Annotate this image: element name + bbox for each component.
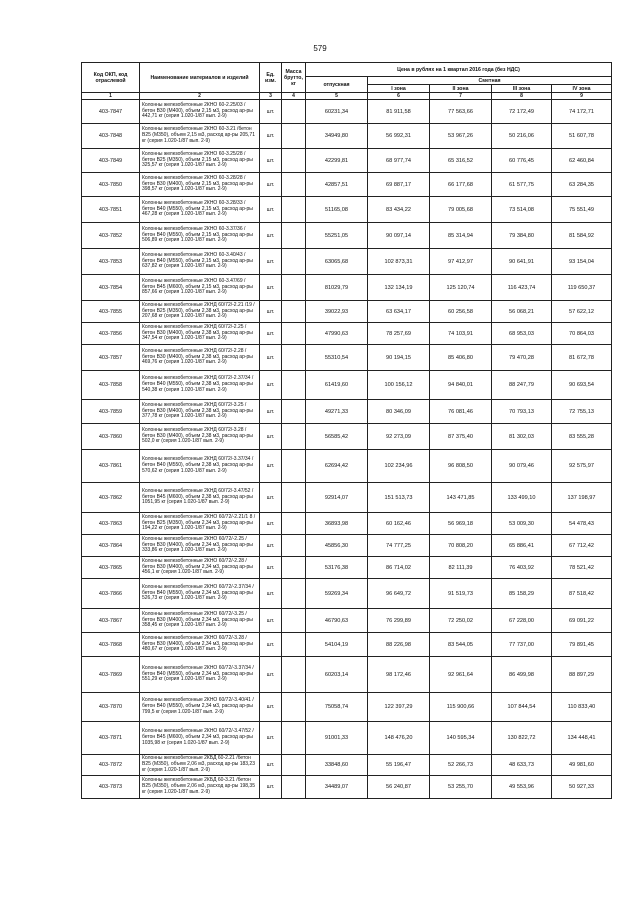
row-name: Колонны железобетонные 2КНО 60/72/-2.37/34 /бетон В40 (М550), объем 2,34 м3, расход ар-ры 526,73 кг (серия 1.020-1/87 вып. 2-9) — [140, 579, 260, 609]
row-zone-1-price: 78 257,69 — [368, 323, 430, 345]
table-row — [82, 535, 612, 557]
row-mass — [282, 323, 306, 345]
row-zone-4-price: 90 693,54 — [552, 371, 612, 400]
row-zone-1-price: 80 346,09 — [368, 400, 430, 424]
row-release-price: 62694,42 — [306, 450, 368, 483]
row-zone-2-price: 74 103,91 — [430, 323, 492, 345]
row-name: Колонны железобетонные 2КНД 60/72/-3.37/34 /бетон В40 (М550), объем 2,38 м3, расход ар-ры 570,62 кг (серия 1.020-1/87 вып. 2-9) — [140, 450, 260, 483]
row-zone-4-price: 51 607,78 — [552, 124, 612, 149]
col-number: 9 — [552, 93, 612, 100]
row-release-price: 36893,98 — [306, 513, 368, 535]
row-zone-4-price: 83 555,28 — [552, 424, 612, 450]
row-zone-1-price: 122 397,29 — [368, 693, 430, 722]
row-code: 403-7869 — [82, 657, 140, 693]
row-unit: шт. — [260, 450, 282, 483]
table-row — [82, 424, 612, 450]
row-name: Колонны железобетонные 2КНД 60/72/-2.21 /19 /бетон В25 (М350), объем 2,38 м3, расход ар-ры 207,68 кг (серия 1.020-1/87 вып. 2-9) — [140, 301, 260, 323]
row-code: 403-7855 — [82, 301, 140, 323]
row-name: Колонны железобетонные 2КНО 60/72/-2.28 /бетон В30 (М400), объем 2,34 м3, расход ар-ры 456,1 кг (серия 1.020-1/87 вып. 2-9) — [140, 557, 260, 579]
row-zone-4-price: 81 584,92 — [552, 223, 612, 249]
table-row — [82, 223, 612, 249]
row-zone-3-price: 90 641,91 — [492, 249, 552, 275]
col-number: 4 — [282, 93, 306, 100]
row-zone-1-price: 83 434,22 — [368, 197, 430, 223]
row-zone-4-price: 93 154,04 — [552, 249, 612, 275]
row-mass — [282, 124, 306, 149]
row-mass — [282, 609, 306, 633]
row-zone-1-price: 69 887,17 — [368, 173, 430, 197]
row-release-price: 45856,30 — [306, 535, 368, 557]
row-mass — [282, 776, 306, 799]
row-name: Колонны железобетонные 2КНО 60-3.21 /бетон В25 (М350), объем 2,15 м3, расход ар-ры 205,71 кг (серия 1.020-1/87 вып. 2-9) — [140, 124, 260, 149]
row-zone-4-price: 70 864,03 — [552, 323, 612, 345]
row-release-price: 53176,38 — [306, 557, 368, 579]
row-zone-4-price: 92 575,97 — [552, 450, 612, 483]
row-mass — [282, 223, 306, 249]
col-number: 1 — [82, 93, 140, 100]
row-unit: шт. — [260, 223, 282, 249]
row-zone-2-price: 53 967,26 — [430, 124, 492, 149]
row-zone-1-price: 96 649,72 — [368, 579, 430, 609]
row-zone-3-price: 90 079,46 — [492, 450, 552, 483]
row-release-price: 54104,19 — [306, 633, 368, 657]
row-zone-4-price: 87 518,42 — [552, 579, 612, 609]
header-release: отпускная — [306, 77, 368, 93]
row-zone-4-price: 63 284,35 — [552, 173, 612, 197]
row-name: Колонны железобетонные 2КНО 60-3.40/43 /бетон В40 (М550), объем 2,15 м3, расход ар-ры 637,82 кг (серия 1.020-1/87 вып. 2-9) — [140, 249, 260, 275]
row-unit: шт. — [260, 249, 282, 275]
row-zone-2-price: 56 969,18 — [430, 513, 492, 535]
row-zone-3-price: 61 577,75 — [492, 173, 552, 197]
row-zone-3-price: 60 776,45 — [492, 149, 552, 173]
row-mass — [282, 400, 306, 424]
row-zone-4-price: 57 622,12 — [552, 301, 612, 323]
row-zone-1-price: 88 226,98 — [368, 633, 430, 657]
row-release-price: 81029,79 — [306, 275, 368, 301]
row-zone-3-price: 77 737,00 — [492, 633, 552, 657]
row-zone-3-price: 49 553,96 — [492, 776, 552, 799]
row-zone-4-price: 67 712,42 — [552, 535, 612, 557]
row-unit: шт. — [260, 693, 282, 722]
row-unit: шт. — [260, 149, 282, 173]
column-numbers-row — [82, 93, 612, 100]
row-name: Колонны железобетонные 2КНД 60/72/-3.25 /бетон В30 (М400), объем 2,38 м3, расход ар-ры 377,78 кг (серия 1.020-1/87 вып. 2-9) — [140, 400, 260, 424]
row-release-price: 92914,07 — [306, 483, 368, 513]
row-zone-3-price: 56 068,21 — [492, 301, 552, 323]
header-zone-3: III зона — [492, 85, 552, 93]
row-zone-3-price: 53 009,30 — [492, 513, 552, 535]
table-row — [82, 557, 612, 579]
row-code: 403-7854 — [82, 275, 140, 301]
row-zone-1-price: 92 273,09 — [368, 424, 430, 450]
row-zone-2-price: 87 375,40 — [430, 424, 492, 450]
row-zone-1-price: 90 097,14 — [368, 223, 430, 249]
col-number: 3 — [260, 93, 282, 100]
row-unit: шт. — [260, 633, 282, 657]
row-mass — [282, 513, 306, 535]
table-row — [82, 197, 612, 223]
row-mass — [282, 249, 306, 275]
row-zone-1-price: 56 240,87 — [368, 776, 430, 799]
row-mass — [282, 450, 306, 483]
row-name: Колонны железобетонные 2КНО 60/72/-3.28 /бетон В30 (М400), объем 2,34 м3, расход ар-ры 480,67 кг (серия 1.020-1/87 вып. 2-9) — [140, 633, 260, 657]
row-code: 403-7852 — [82, 223, 140, 249]
table-row — [82, 124, 612, 149]
row-unit: шт. — [260, 513, 282, 535]
row-code: 403-7867 — [82, 609, 140, 633]
row-mass — [282, 579, 306, 609]
row-zone-2-price: 77 563,66 — [430, 100, 492, 124]
row-mass — [282, 173, 306, 197]
row-name: Колонны железобетонные 2КНО 60/72/-3.47/52 /бетон В45 (М600), объем 2,34 м3, расход ар-ры 1035,98 кг (серия 1.020-1/87 вып. 2-9) — [140, 722, 260, 755]
row-code: 403-7868 — [82, 633, 140, 657]
row-mass — [282, 345, 306, 371]
page-number: 579 — [313, 44, 327, 53]
row-mass — [282, 424, 306, 450]
row-zone-2-price: 82 111,39 — [430, 557, 492, 579]
header-unit: Ед. изм. — [260, 63, 282, 93]
row-zone-4-price: 110 833,40 — [552, 693, 612, 722]
row-zone-1-price: 63 634,17 — [368, 301, 430, 323]
row-zone-2-price: 60 256,58 — [430, 301, 492, 323]
row-zone-3-price: 73 514,08 — [492, 197, 552, 223]
header-zone-2: II зона — [430, 85, 492, 93]
table-row — [82, 755, 612, 776]
table-row — [82, 275, 612, 301]
table-row — [82, 323, 612, 345]
row-unit: шт. — [260, 657, 282, 693]
row-zone-3-price: 76 403,92 — [492, 557, 552, 579]
row-unit: шт. — [260, 345, 282, 371]
row-zone-3-price: 85 158,29 — [492, 579, 552, 609]
row-zone-1-price: 98 172,46 — [368, 657, 430, 693]
row-zone-3-price: 79 384,80 — [492, 223, 552, 249]
row-zone-2-price: 115 900,66 — [430, 693, 492, 722]
table-row — [82, 579, 612, 609]
row-release-price: 75058,74 — [306, 693, 368, 722]
row-zone-4-price: 78 521,42 — [552, 557, 612, 579]
row-name: Колонны железобетонные 2КНО 60-3.25/28 /бетон В25 (М350), объем 2,15 м3, расход ар-ры 325,57 кг (серия 1.020-1/87 вып. 2-9) — [140, 149, 260, 173]
row-zone-4-price: 69 091,22 — [552, 609, 612, 633]
row-zone-2-price: 91 519,73 — [430, 579, 492, 609]
row-code: 403-7853 — [82, 249, 140, 275]
row-name: Колонны железобетонные 2КНО 60/72/-3.37/34 /бетон В40 (М550), объем 2,34 м3, расход ар-ры 551,29 кг (серия 1.020-1/87 вып. 2-9) — [140, 657, 260, 693]
row-zone-4-price: 49 981,60 — [552, 755, 612, 776]
row-zone-2-price: 76 081,46 — [430, 400, 492, 424]
row-zone-3-price: 86 499,98 — [492, 657, 552, 693]
row-mass — [282, 722, 306, 755]
col-number: 7 — [430, 93, 492, 100]
row-mass — [282, 371, 306, 400]
row-zone-4-price: 134 448,41 — [552, 722, 612, 755]
row-code: 403-7858 — [82, 371, 140, 400]
row-release-price: 42857,51 — [306, 173, 368, 197]
row-code: 403-7873 — [82, 776, 140, 799]
row-name: Колонны железобетонные 2КНД 60/72/-2.28 /бетон В30 (М400), объем 2,38 м3, расход ар-ры 469,76 кг (серия 1.020-1/87 вып. 2-9) — [140, 345, 260, 371]
row-unit: шт. — [260, 323, 282, 345]
row-code: 403-7864 — [82, 535, 140, 557]
row-zone-3-price: 72 172,49 — [492, 100, 552, 124]
row-zone-2-price: 85 314,94 — [430, 223, 492, 249]
row-zone-3-price: 67 228,00 — [492, 609, 552, 633]
row-name: Колонны железобетонные 2КНО 60-2.25/03 /бетон В30 (М400), объем 2,15 м3, расход ар-ры 442,71 кг (серия 1.020-1/87 вып. 2-9) — [140, 100, 260, 124]
table-row — [82, 301, 612, 323]
row-release-price: 49271,33 — [306, 400, 368, 424]
row-zone-1-price: 86 714,02 — [368, 557, 430, 579]
row-mass — [282, 693, 306, 722]
row-zone-2-price: 79 005,68 — [430, 197, 492, 223]
row-mass — [282, 149, 306, 173]
row-code: 403-7848 — [82, 124, 140, 149]
row-name: Колонны железобетонные 2КБД 60-2.21 /бетон В25 (М350), объем 2,06 м3, расход ар-ры 183,23 кг (серия 1.020-1/87 вып. 2-9) — [140, 755, 260, 776]
header-zone-4: IV зона — [552, 85, 612, 93]
row-mass — [282, 301, 306, 323]
row-zone-1-price: 68 977,74 — [368, 149, 430, 173]
row-unit: шт. — [260, 483, 282, 513]
row-zone-2-price: 143 471,85 — [430, 483, 492, 513]
row-release-price: 42299,81 — [306, 149, 368, 173]
row-zone-4-price: 74 172,71 — [552, 100, 612, 124]
row-release-price: 46790,63 — [306, 609, 368, 633]
row-unit: шт. — [260, 371, 282, 400]
row-zone-4-price: 119 650,37 — [552, 275, 612, 301]
row-zone-3-price: 50 216,06 — [492, 124, 552, 149]
row-name: Колонны железобетонные 2КНД 60/72/-2.25 /бетон В30 (М400), объем 2,38 м3, расход ар-ры 347,54 кг (серия 1.020-1/87 вып. 2-9) — [140, 323, 260, 345]
row-name: Колонны железобетонные 2КНО 60/72/-3.25 /бетон В30 (М400), объем 2,34 м3, расход ар-ры 358,45 кг (серия 1.020-1/87 вып. 2-9) — [140, 609, 260, 633]
row-zone-4-price: 137 198,97 — [552, 483, 612, 513]
row-unit: шт. — [260, 776, 282, 799]
row-code: 403-7871 — [82, 722, 140, 755]
row-zone-1-price: 102 873,31 — [368, 249, 430, 275]
table-row — [82, 450, 612, 483]
col-number: 8 — [492, 93, 552, 100]
header-mass: Масса брутто, кг — [282, 63, 306, 93]
table-row — [82, 609, 612, 633]
row-unit: шт. — [260, 535, 282, 557]
row-unit: шт. — [260, 557, 282, 579]
row-zone-1-price: 100 156,12 — [368, 371, 430, 400]
row-release-price: 47990,63 — [306, 323, 368, 345]
row-release-price: 33848,60 — [306, 755, 368, 776]
row-zone-1-price: 60 162,46 — [368, 513, 430, 535]
row-code: 403-7856 — [82, 323, 140, 345]
row-zone-2-price: 52 266,73 — [430, 755, 492, 776]
table-row — [82, 657, 612, 693]
row-zone-3-price: 65 886,41 — [492, 535, 552, 557]
table-row — [82, 371, 612, 400]
row-code: 403-7862 — [82, 483, 140, 513]
row-zone-2-price: 83 544,05 — [430, 633, 492, 657]
row-release-price: 63065,68 — [306, 249, 368, 275]
row-zone-3-price: 68 953,03 — [492, 323, 552, 345]
row-zone-2-price: 96 808,50 — [430, 450, 492, 483]
row-unit: шт. — [260, 197, 282, 223]
row-release-price: 55310,54 — [306, 345, 368, 371]
row-code: 403-7861 — [82, 450, 140, 483]
row-code: 403-7872 — [82, 755, 140, 776]
table-row — [82, 513, 612, 535]
price-table — [81, 62, 612, 799]
row-code: 403-7870 — [82, 693, 140, 722]
row-code: 403-7849 — [82, 149, 140, 173]
row-unit: шт. — [260, 301, 282, 323]
table-row — [82, 400, 612, 424]
row-zone-4-price: 72 755,13 — [552, 400, 612, 424]
row-zone-3-price: 81 302,03 — [492, 424, 552, 450]
row-name: Колонны железобетонные 2КНО 60/72/-2.25 /бетон В30 (М400), объем 2,34 м3, расход ар-ры 333,86 кг (серия 1.020-1/87 вып. 2-9) — [140, 535, 260, 557]
row-zone-4-price: 75 551,49 — [552, 197, 612, 223]
row-zone-2-price: 66 177,68 — [430, 173, 492, 197]
row-mass — [282, 100, 306, 124]
row-name: Колонны железобетонные 2КНО 60-3.47/69 /бетон В45 (М600), объем 2,15 м3, расход ар-ры 857,66 кг (серия 1.020-1/87 вып. 2-9) — [140, 275, 260, 301]
row-release-price: 56585,42 — [306, 424, 368, 450]
row-zone-2-price: 97 412,97 — [430, 249, 492, 275]
row-name: Колонны железобетонные 2КНД 60/72/-2.37/34 /бетон В40 (М550), объем 2,38 м3, расход ар-ры 540,38 кг (серия 1.020-1/87 вып. 2-9) — [140, 371, 260, 400]
row-zone-2-price: 53 255,70 — [430, 776, 492, 799]
row-zone-1-price: 81 911,58 — [368, 100, 430, 124]
row-unit: шт. — [260, 173, 282, 197]
row-release-price: 34489,07 — [306, 776, 368, 799]
header-code: Код ОКП, код отраслевой — [82, 63, 140, 93]
header-name: Наименование материалов и изделий — [140, 63, 260, 93]
row-zone-3-price: 130 822,72 — [492, 722, 552, 755]
table-row — [82, 693, 612, 722]
row-zone-2-price: 85 406,80 — [430, 345, 492, 371]
row-mass — [282, 483, 306, 513]
table-row — [82, 100, 612, 124]
col-number: 6 — [368, 93, 430, 100]
row-code: 403-7866 — [82, 579, 140, 609]
row-zone-1-price: 151 513,73 — [368, 483, 430, 513]
row-name: Колонны железобетонные 2КБД 60-3.21 /бетон В25 (М350), объем 2,06 м3, расход ар-ры 198,35 кг (серия 1.020-1/87 вып. 2-9) — [140, 776, 260, 799]
row-unit: шт. — [260, 424, 282, 450]
row-zone-2-price: 140 595,34 — [430, 722, 492, 755]
header-estimate: Сметная — [368, 77, 612, 85]
table-row — [82, 149, 612, 173]
row-mass — [282, 197, 306, 223]
row-name: Колонны железобетонные 2КНД 60/72/-3.47/52 /бетон В45 (М600), объем 2,38 м3, расход ар-ры 1051,95 кг (серия 1.020-1/87 вып. 2-9) — [140, 483, 260, 513]
row-mass — [282, 275, 306, 301]
row-unit: шт. — [260, 755, 282, 776]
row-zone-3-price: 116 423,74 — [492, 275, 552, 301]
row-mass — [282, 557, 306, 579]
row-zone-1-price: 56 992,31 — [368, 124, 430, 149]
row-unit: шт. — [260, 275, 282, 301]
table-row — [82, 173, 612, 197]
row-code: 403-7847 — [82, 100, 140, 124]
row-zone-1-price: 132 134,19 — [368, 275, 430, 301]
row-zone-4-price: 79 891,45 — [552, 633, 612, 657]
row-unit: шт. — [260, 579, 282, 609]
row-mass — [282, 535, 306, 557]
table-row — [82, 722, 612, 755]
header-zone-1: I зона — [368, 85, 430, 93]
row-code: 403-7851 — [82, 197, 140, 223]
row-zone-1-price: 74 777,25 — [368, 535, 430, 557]
row-zone-1-price: 76 299,89 — [368, 609, 430, 633]
row-name: Колонны железобетонные 2КНО 60/72/-3.40/41 /бетон В40 (М550), объем 2,34 м3, расход ар-ры 799,5 кг (серия 1.020-1/87 вып. 2-9) — [140, 693, 260, 722]
row-zone-3-price: 88 247,79 — [492, 371, 552, 400]
row-release-price: 60231,34 — [306, 100, 368, 124]
row-zone-2-price: 72 250,02 — [430, 609, 492, 633]
row-zone-3-price: 48 633,73 — [492, 755, 552, 776]
row-release-price: 51165,08 — [306, 197, 368, 223]
row-zone-2-price: 92 961,64 — [430, 657, 492, 693]
row-release-price: 61419,60 — [306, 371, 368, 400]
row-release-price: 91001,33 — [306, 722, 368, 755]
row-release-price: 34949,80 — [306, 124, 368, 149]
row-release-price: 59269,34 — [306, 579, 368, 609]
row-code: 403-7850 — [82, 173, 140, 197]
col-number: 5 — [306, 93, 368, 100]
row-zone-1-price: 102 234,96 — [368, 450, 430, 483]
row-zone-3-price: 70 793,13 — [492, 400, 552, 424]
table-row — [82, 633, 612, 657]
row-zone-2-price: 94 840,01 — [430, 371, 492, 400]
row-zone-4-price: 81 672,78 — [552, 345, 612, 371]
row-mass — [282, 633, 306, 657]
row-release-price: 39022,93 — [306, 301, 368, 323]
row-zone-2-price: 65 316,52 — [430, 149, 492, 173]
row-unit: шт. — [260, 400, 282, 424]
row-name: Колонны железобетонные 2КНО 60-3.28/33 /бетон В40 (М550), объем 2,15 м3, расход ар-ры 467,28 кг (серия 1.020-1/87 вып. 2-9) — [140, 197, 260, 223]
row-release-price: 60203,14 — [306, 657, 368, 693]
row-zone-3-price: 79 470,28 — [492, 345, 552, 371]
row-zone-4-price: 62 460,84 — [552, 149, 612, 173]
row-code: 403-7865 — [82, 557, 140, 579]
table-row — [82, 483, 612, 513]
row-name: Колонны железобетонные 2КНО 60-3.37/36 /бетон В40 (М550), объем 2,15 м3, расход ар-ры 506,89 кг (серия 1.020-1/87 вып. 2-9) — [140, 223, 260, 249]
row-name: Колонны железобетонные 2КНО 60-3.28/28 /бетон В30 (М400), объем 2,15 м3, расход ар-ры 398,57 кг (серия 1.020-1/87 вып. 2-9) — [140, 173, 260, 197]
row-unit: шт. — [260, 722, 282, 755]
row-zone-4-price: 88 897,29 — [552, 657, 612, 693]
row-zone-4-price: 54 478,43 — [552, 513, 612, 535]
row-name: Колонны железобетонные 2КНО 60/72/-2.21/1 8 /бетон В25 (М350), объем 2,34 м3, расход ар-ры 194,22 кг (серия 1.020-1/87 вып. 2-9) — [140, 513, 260, 535]
row-zone-3-price: 133 499,10 — [492, 483, 552, 513]
row-mass — [282, 755, 306, 776]
table-body — [82, 100, 612, 799]
row-mass — [282, 657, 306, 693]
row-code: 403-7863 — [82, 513, 140, 535]
row-zone-1-price: 148 476,20 — [368, 722, 430, 755]
row-zone-3-price: 107 844,54 — [492, 693, 552, 722]
row-release-price: 55251,05 — [306, 223, 368, 249]
row-zone-1-price: 90 194,15 — [368, 345, 430, 371]
table-row — [82, 776, 612, 799]
table-row — [82, 249, 612, 275]
header-price-group: Цена в рублях на 1 квартал 2016 года (без НДС) — [306, 63, 612, 77]
row-zone-1-price: 55 196,47 — [368, 755, 430, 776]
table-header — [82, 63, 612, 100]
col-number: 2 — [140, 93, 260, 100]
row-unit: шт. — [260, 609, 282, 633]
table-row — [82, 345, 612, 371]
row-name: Колонны железобетонные 2КНД 60/72/-3.28 /бетон В30 (М400), объем 2,38 м3, расход ар-ры 502,0 кг (серия 1.020-1/87 вып. 2-9) — [140, 424, 260, 450]
row-zone-2-price: 70 808,20 — [430, 535, 492, 557]
row-unit: шт. — [260, 124, 282, 149]
row-code: 403-7860 — [82, 424, 140, 450]
row-code: 403-7859 — [82, 400, 140, 424]
row-code: 403-7857 — [82, 345, 140, 371]
row-zone-2-price: 125 120,74 — [430, 275, 492, 301]
row-unit: шт. — [260, 100, 282, 124]
row-zone-4-price: 50 927,33 — [552, 776, 612, 799]
